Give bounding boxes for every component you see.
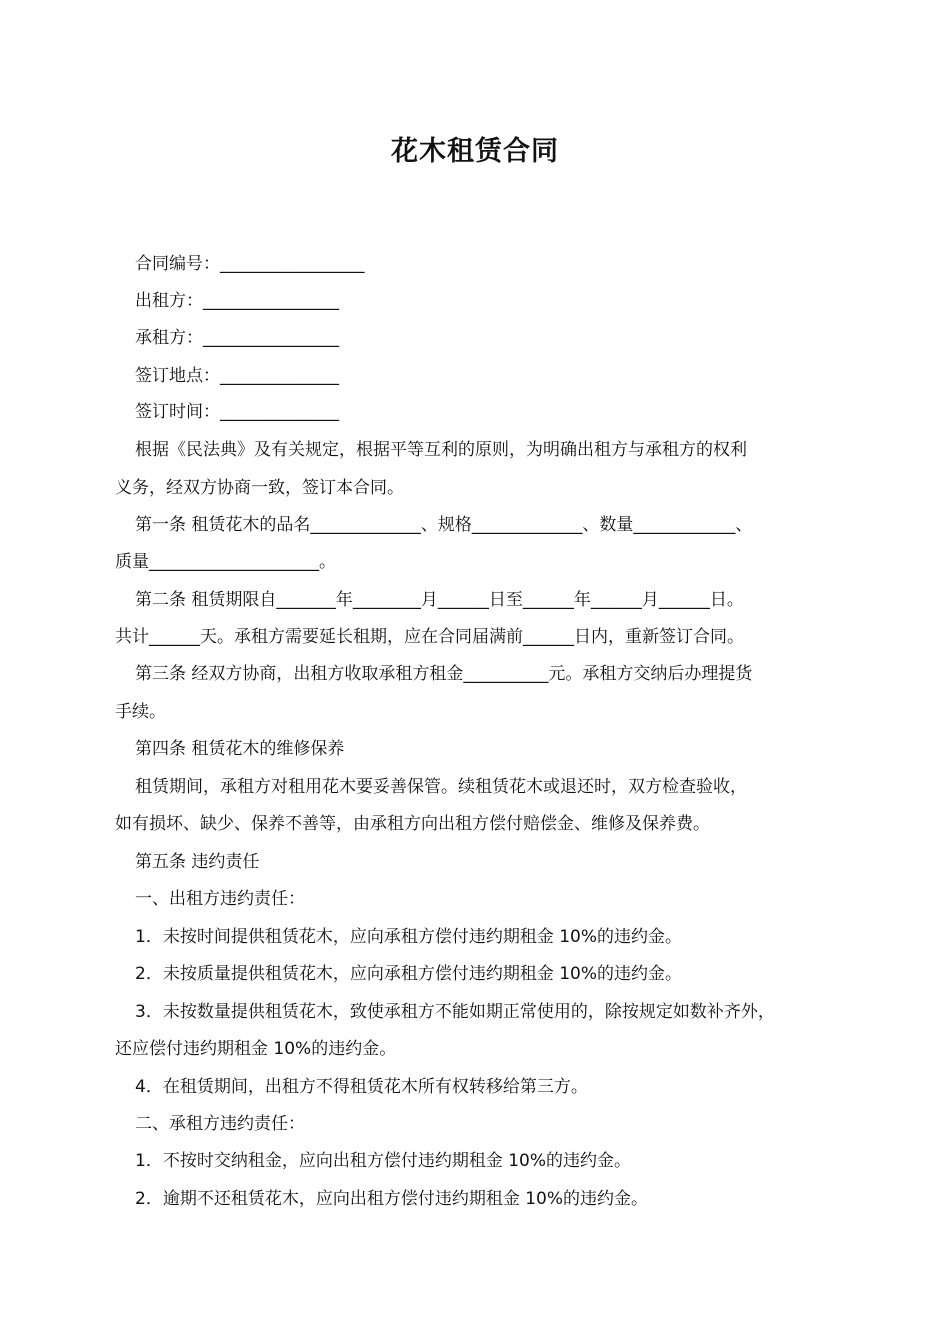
article-2-line-1: 第二条 租赁期限自_______年________月______日至______年______月______日。: [135, 590, 744, 610]
preamble-line-2: 义务，经双方协商一致，签订本合同。: [115, 478, 404, 498]
lessee-liability-item-2: 2．逾期不还租赁花木，应向出租方偿付违约期租金 10%的违约金。: [135, 1189, 649, 1209]
document-title: 花木租赁合同: [391, 136, 559, 167]
signing-time-field: 签订时间：______________: [135, 402, 339, 422]
lessor-field: 出租方：________________: [135, 291, 339, 311]
lessor-liability-item-2: 2．未按质量提供租赁花木，应向承租方偿付违约期租金 10%的违约金。: [135, 964, 683, 984]
lessor-liability-heading: 一、出租方违约责任：: [135, 889, 305, 909]
article-5-heading: 第五条 违约责任: [135, 852, 260, 872]
article-4-line-2: 如有损坏、缺少、保养不善等，由承租方向出租方偿付赔偿金、维修及保养费。: [115, 814, 710, 834]
article-1-line-1: 第一条 租赁花木的品名_____________、规格_____________、数量____________、: [135, 515, 753, 535]
lessee-liability-item-1: 1．不按时交纳租金，应向出租方偿付违约期租金 10%的违约金。: [135, 1151, 632, 1171]
article-3-line-2: 手续。: [115, 702, 166, 722]
lessor-liability-item-3-line-1: 3．未按数量提供租赁花木，致使承租方不能如期正常使用的，除按规定如数补齐外，: [135, 1002, 775, 1022]
lessee-field: 承租方：________________: [135, 328, 339, 348]
lessor-liability-item-1: 1．未按时间提供租赁花木，应向承租方偿付违约期租金 10%的违约金。: [135, 927, 683, 947]
article-2-line-2: 共计______天。承租方需要延长租期，应在合同届满前______日内，重新签订合同。: [115, 627, 744, 647]
article-1-line-2: 质量____________________。: [115, 552, 336, 572]
lessor-liability-item-4: 4．在租赁期间，出租方不得租赁花木所有权转移给第三方。: [135, 1077, 588, 1097]
article-3-line-1: 第三条 经双方协商，出租方收取承租方租金__________元。承租方交纳后办理提货: [135, 664, 753, 684]
preamble-line-1: 根据《民法典》及有关规定，根据平等互利的原则，为明确出租方与承租方的权利: [135, 440, 747, 460]
lessee-liability-heading: 二、承租方违约责任：: [135, 1114, 305, 1134]
article-4-heading: 第四条 租赁花木的维修保养: [135, 739, 345, 759]
signing-place-field: 签订地点：______________: [135, 366, 339, 386]
lessor-liability-item-3-line-2: 还应偿付违约期租金 10%的违约金。: [115, 1039, 397, 1059]
article-4-line-1: 租赁期间，承租方对租用花木要妥善保管。续租赁花木或退还时，双方检查验收，: [135, 777, 747, 797]
contract-number-field: 合同编号：_________________: [135, 254, 365, 274]
